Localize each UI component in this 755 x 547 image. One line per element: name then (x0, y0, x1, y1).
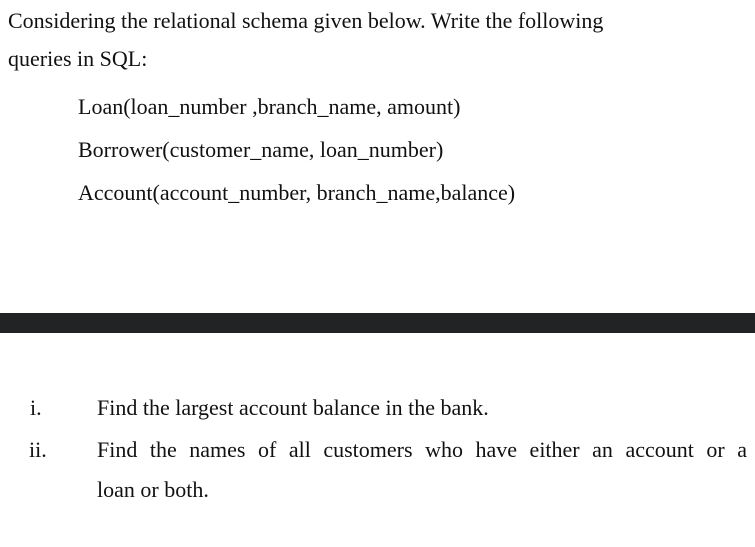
intro-line-2: queries in SQL: (8, 46, 148, 71)
question-2-line-1: Find the names of all customers who have either an account or a (97, 437, 747, 462)
schema-list (78, 85, 515, 214)
question-number-2: ii. (29, 437, 47, 462)
question-text-2 (97, 430, 747, 510)
intro-line-1: Considering the relational schema given below. Write the following (8, 8, 604, 33)
dark-divider-bar (0, 313, 755, 333)
schema-borrower: Borrower(customer_name, loan_number) (78, 137, 444, 162)
question-number-1: i. (30, 395, 42, 420)
question-text-1 (97, 388, 747, 428)
question-list (0, 388, 755, 512)
question-item-1 (0, 388, 755, 428)
intro-paragraph (8, 2, 748, 78)
question-1-line-1: Find the largest account balance in the bank. (97, 395, 489, 420)
question-2-line-2: loan or both. (97, 477, 209, 502)
question-item-2 (0, 430, 755, 510)
schema-loan: Loan(loan_number ,branch_name, amount) (78, 94, 461, 119)
schema-account: Account(account_number, branch_name,balance) (78, 180, 516, 205)
